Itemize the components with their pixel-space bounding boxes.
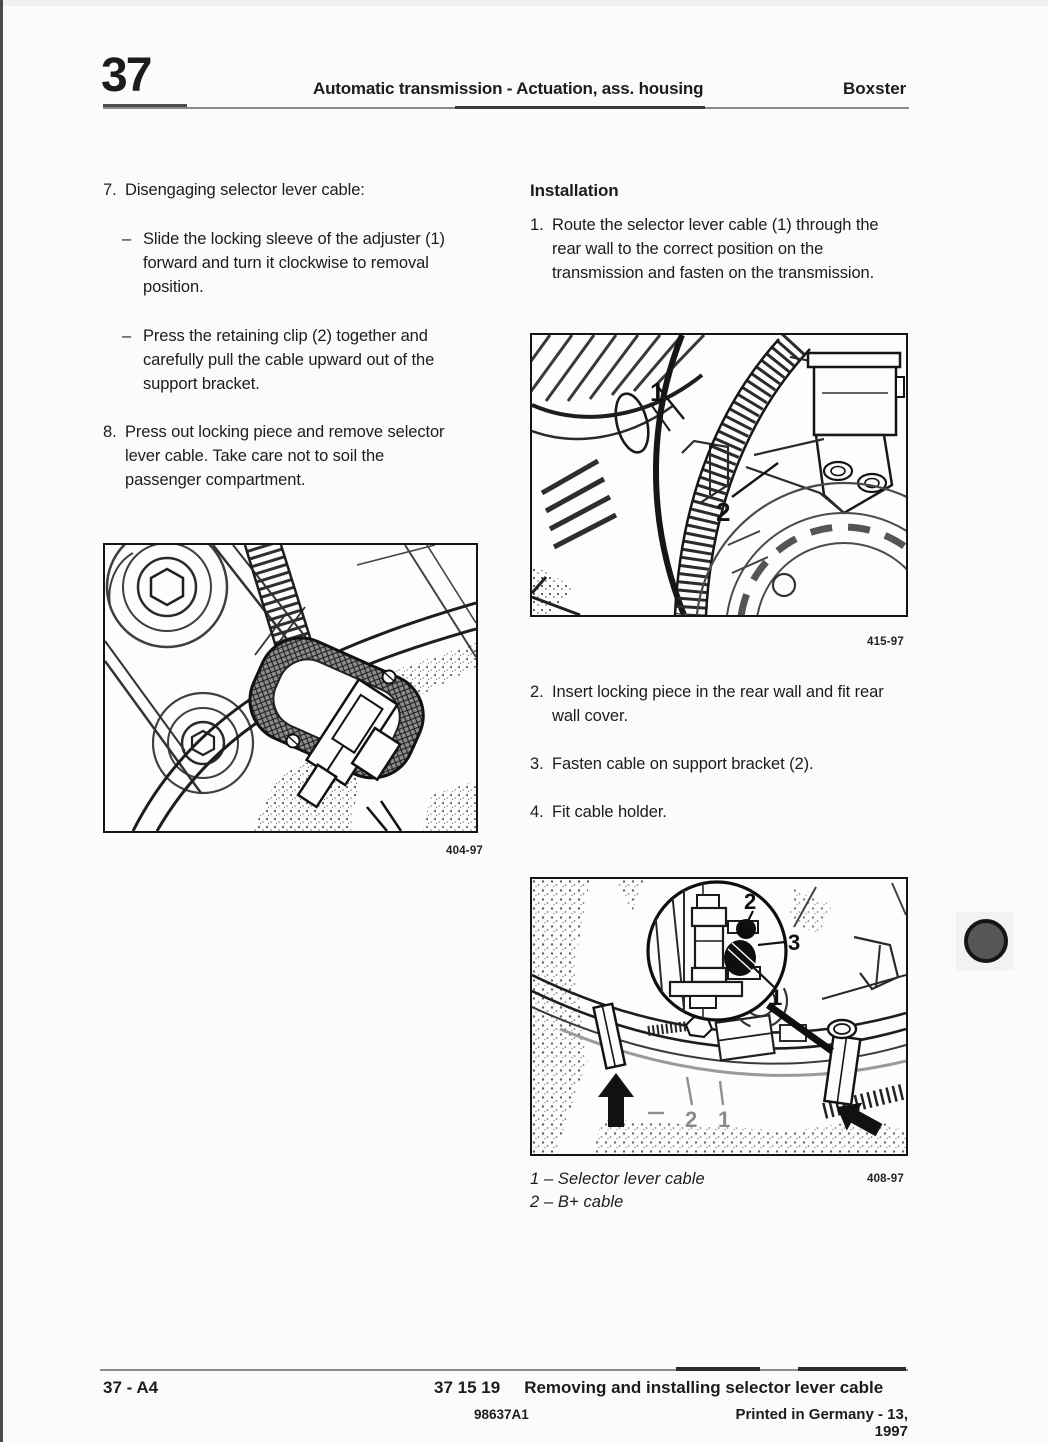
figure-cable-fastening: [530, 877, 908, 1156]
install-step-1: [530, 213, 908, 285]
figure-408-inset-callout-3: 3: [788, 930, 801, 955]
figure-408-drawing: [532, 879, 906, 1154]
footer-rule: [100, 1369, 908, 1371]
figure-404-drawing: [105, 545, 476, 831]
figure-locking-piece: [103, 543, 478, 833]
legend-item-2: 2 – B+ cable: [530, 1193, 624, 1211]
step-number: 1.: [530, 216, 544, 234]
model-name: Boxster: [843, 79, 907, 98]
bullet-text: Press the retaining clip (2) together and carefully pull the cable upward out of the support bracket.: [143, 327, 435, 393]
arrow-left-icon: [598, 1073, 634, 1127]
page-title: Automatic transmission - Actuation, ass. housing: [313, 79, 704, 98]
step-7-number: 7.: [103, 181, 117, 199]
install-step-2: [530, 680, 908, 728]
install-step-3: [530, 752, 908, 776]
step-7-bullet-2: [122, 324, 467, 396]
step-text: Insert locking piece in the rear wall and fit rear wall cover.: [552, 683, 884, 725]
footer-printed-note: Printed in Germany - 13, 1997: [735, 1406, 908, 1440]
bullet-dash: –: [122, 327, 132, 345]
step-8-text: Press out locking piece and remove selector lever cable. Take care not to soil the passenger compartment.: [125, 423, 445, 489]
step-number: 4.: [530, 803, 544, 821]
bullet-text: Slide the locking sleeve of the adjuster (1) forward and turn it clockwise to removal position.: [143, 230, 445, 296]
legend-item-1: 1 – Selector lever cable: [530, 1170, 705, 1188]
punch-hole-icon: [964, 919, 1008, 963]
step-7-bullet-1: [122, 227, 467, 299]
footer-rule-dark-1: [676, 1367, 760, 1371]
chapter-number: 37: [101, 49, 151, 102]
figure-408-callout-1: 1: [718, 1107, 731, 1132]
figure-415-callout-2: 2: [716, 497, 731, 527]
figure-415-code: 415-97: [866, 636, 904, 648]
step-7-text: Disengaging selector lever cable:: [125, 181, 365, 199]
figure-404-code: 404-97: [446, 845, 484, 857]
step-8: [103, 420, 473, 492]
footer-section: [434, 1378, 883, 1398]
header-rule-dark-segment: [455, 106, 705, 109]
step-7: [103, 178, 483, 202]
figure-408-inset-callout-2: 2: [744, 889, 757, 914]
step-number: 2.: [530, 683, 544, 701]
footer-section-code: 37 15 19: [434, 1378, 501, 1397]
figure-408-callout-2: 2: [685, 1107, 698, 1132]
step-number: 3.: [530, 755, 544, 773]
footer-page-ref: 37 - A4: [103, 1378, 159, 1397]
step-text: Fasten cable on support bracket (2).: [552, 755, 814, 773]
footer-doc-number: 98637A1: [474, 1407, 529, 1422]
footer-section-title: Removing and installing selector lever cable: [524, 1378, 884, 1397]
step-8-number: 8.: [103, 423, 117, 441]
install-step-4: [530, 800, 908, 824]
footer-rule-dark-2: [798, 1367, 906, 1371]
figure-408-code: 408-97: [866, 1173, 904, 1185]
scan-top-strip: [0, 0, 1048, 6]
figure-cable-routing: [530, 333, 908, 617]
step-text: Fit cable holder.: [552, 803, 667, 821]
figure-408-inset-callout-1: 1: [770, 985, 783, 1010]
figure-415-callout-1: 1: [650, 377, 665, 407]
step-text: Route the selector lever cable (1) through the rear wall to the correct position on the transmission and fasten on the transmission.: [552, 216, 879, 282]
bullet-dash: –: [122, 230, 132, 248]
installation-heading: Installation: [530, 181, 619, 200]
figure-415-drawing: [532, 335, 906, 615]
scan-left-edge: [0, 0, 3, 1442]
